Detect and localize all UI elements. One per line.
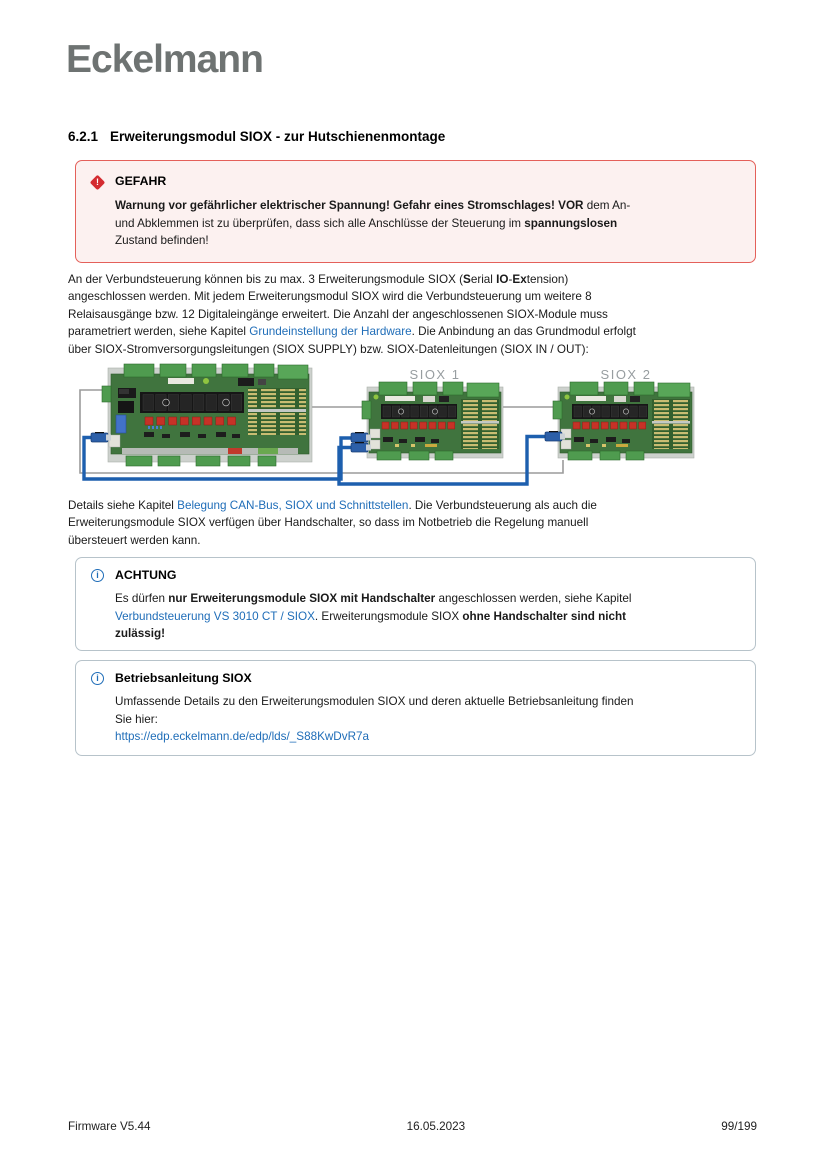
text-line [115, 590, 743, 608]
text-segment: ohne Handschalter sind nicht [462, 609, 627, 623]
siox2-label: SIOX 2 [600, 367, 652, 382]
text-segment: dem An- [583, 199, 631, 212]
manual-box-title: Betriebsanleitung SIOX [115, 671, 252, 685]
text-line [115, 625, 743, 643]
text-segment: spannungslosen [524, 216, 618, 230]
text-segment: Es dürfen [115, 592, 169, 605]
text-segment: Erweiterungsmodule SIOX verfügen über Handschalter, so dass im Notbetrieb die Regelung manuell [68, 516, 589, 530]
text-segment: . Die Verbundsteuerung als auch die [408, 499, 597, 512]
footer-date: 16.05.2023 [406, 1120, 466, 1133]
text-line [68, 532, 762, 549]
text-segment: Umfassende Details zu den Erweiterungsmodulen SIOX und deren aktuelle Betriebsanleitung finden [115, 695, 634, 708]
text-segment: über SIOX-Stromversorgungsleitungen (SIOX SUPPLY) bzw. SIOX-Datenleitungen (SIOX IN / OUT): [68, 342, 589, 356]
details-paragraph [68, 497, 762, 549]
text-segment: übersteuert werden kann. [68, 533, 201, 547]
text-line [115, 215, 743, 233]
text-line [68, 271, 762, 288]
text-link[interactable]: Verbundsteuerung VS 3010 CT / SIOX [115, 609, 315, 623]
section-heading [68, 129, 445, 144]
danger-box-title: GEFAHR [115, 174, 167, 188]
danger-box [75, 160, 756, 263]
section-number: 6.2.1 [68, 129, 99, 144]
text-line [115, 197, 743, 215]
text-segment: Details siehe Kapitel [68, 499, 178, 512]
section-title: Erweiterungsmodul SIOX - zur Hutschienenmontage [110, 129, 446, 144]
text-segment: erial [470, 273, 497, 286]
siox-wiring-figure [75, 363, 715, 493]
text-segment: angeschlossen werden, siehe Kapitel [435, 592, 632, 605]
text-segment: nur Erweiterungsmodule SIOX mit Handschalter [168, 592, 436, 605]
text-segment: Ex [512, 273, 527, 286]
text-segment: angeschlossen werden. Mit jedem Erweiterungsmodul SIOX wird die Verbundsteuerung um weitere 8 [68, 290, 592, 304]
main-controller-board [102, 364, 312, 466]
text-link[interactable]: Grundeinstellung der Hardware [249, 325, 412, 339]
text-line [68, 514, 762, 531]
footer-firmware-version: Firmware V5.44 [68, 1120, 151, 1133]
text-segment: S [463, 273, 471, 286]
attention-box [75, 557, 756, 651]
cable-plug [91, 433, 111, 442]
text-line [115, 728, 743, 746]
eckelmann-logo: Eckelmann [66, 38, 263, 81]
siox-connection-diagram [75, 363, 715, 493]
text-line [68, 341, 762, 358]
attention-box-title: ACHTUNG [115, 568, 177, 582]
text-line [115, 608, 743, 626]
text-line [68, 323, 762, 340]
text-segment: Zustand befinden! [115, 234, 209, 248]
text-segment: Warnung vor gefährlicher elektrischer Spannung! Gefahr eines Stromschlages! VOR [115, 199, 584, 212]
text-line [68, 288, 762, 305]
cable-plug [545, 432, 565, 441]
text-line [68, 306, 762, 323]
text-line [68, 497, 762, 514]
text-line [115, 711, 743, 729]
text-segment: Sie hier: [115, 712, 158, 726]
siox2-board [553, 382, 694, 460]
text-line [115, 693, 743, 711]
siox1-label: SIOX 1 [409, 367, 461, 382]
text-segment: tension) [526, 273, 569, 286]
siox1-board [362, 382, 503, 460]
text-segment: parametriert werden, siehe Kapitel [68, 325, 250, 339]
page-footer [68, 1120, 757, 1133]
text-segment: zulässig! [115, 627, 166, 641]
info-icon: i [91, 569, 104, 582]
info-icon: i [91, 672, 104, 685]
intro-paragraph [68, 271, 762, 358]
text-segment: . Erweiterungsmodule SIOX [314, 609, 463, 623]
attention-box-body [115, 590, 743, 643]
text-link[interactable]: Belegung CAN-Bus, SIOX und Schnittstellen [177, 499, 409, 512]
danger-box-body [115, 197, 743, 250]
cable-plug [351, 443, 371, 452]
text-segment: - [508, 273, 513, 286]
text-segment: Relaisausgänge bzw. 12 Digitaleingänge erweitert. Die Anzahl der angeschlossenen SIOX-Module muss [68, 307, 608, 321]
manual-box-body [115, 693, 743, 746]
danger-diamond-icon: ! [91, 176, 104, 189]
text-link[interactable]: https://edp.eckelmann.de/edp/lds/_S88KwDvR7a [115, 730, 370, 744]
text-line [115, 232, 743, 250]
cable-plug [351, 433, 371, 442]
footer-page-number: 99/199 [721, 1120, 757, 1133]
text-segment: An der Verbundsteuerung können bis zu max. 3 Erweiterungsmodule SIOX ( [68, 273, 464, 286]
text-segment: IO [496, 273, 509, 286]
text-segment: und Abklemmen ist zu überprüfen, dass sich alle Anschlüsse der Steuerung im [115, 216, 525, 230]
manual-box [75, 660, 756, 756]
text-segment: . Die Anbindung an das Grundmodul erfolgt [411, 325, 636, 339]
